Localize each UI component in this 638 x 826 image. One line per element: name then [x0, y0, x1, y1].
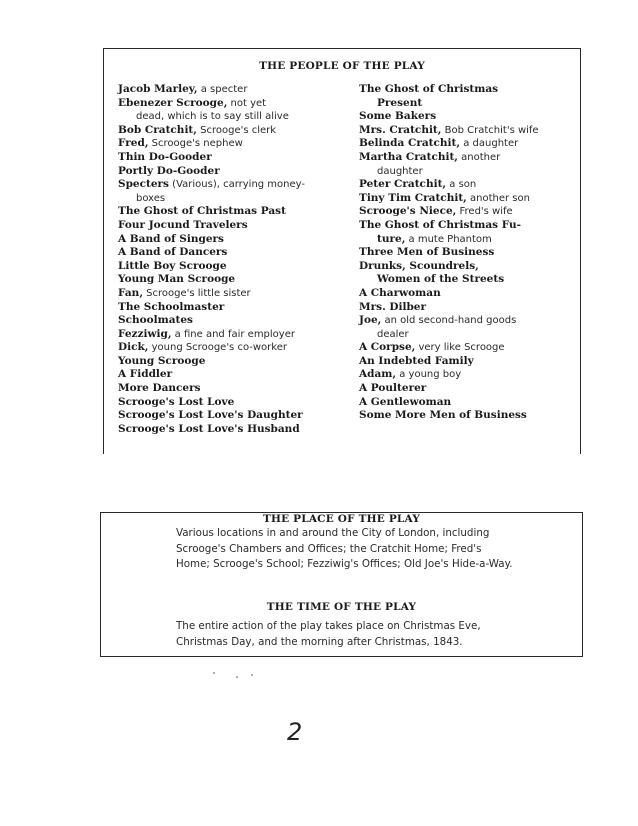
time-section-title: THE TIME OF THE PLAY	[266, 601, 417, 613]
cast-entry	[359, 165, 574, 179]
cast-entry	[359, 178, 574, 192]
cast-entry	[118, 97, 343, 111]
cast-entry-name: Mrs. Cratchit,	[359, 123, 442, 136]
cast-entry	[118, 151, 343, 165]
cast-entry-description: Fred's wife	[456, 206, 513, 218]
cast-entry-name: Schoolmates	[118, 314, 193, 327]
cast-entry-name: Young Man Scrooge	[118, 273, 236, 286]
cast-entry-description: young Scrooge's co-worker	[148, 342, 287, 354]
cast-entry-name: A Fiddler	[118, 368, 173, 381]
cast-entry-description: an old second-hand goods	[381, 315, 517, 327]
cast-entry	[359, 273, 574, 287]
place-and-time-box	[100, 512, 583, 657]
cast-entry-name: Scrooge's Lost Love's Daughter	[118, 409, 303, 422]
cast-entry	[359, 124, 574, 138]
cast-entry-description: Scrooge's little sister	[142, 287, 251, 299]
cast-entry-continuation: boxes	[136, 192, 166, 204]
cast-entry-continuation: Women of the Streets	[377, 273, 505, 286]
cast-entry	[359, 396, 574, 410]
scan-speck	[251, 674, 253, 676]
place-description: Various locations in and around the City of London, including Scrooge's Chambers and Offices; the Cratchit Home; Fred's Home; Scrooge's School; Fezziwig's Offices; Old Joe's Hide-a-Way.	[176, 527, 513, 570]
cast-entry	[359, 382, 574, 396]
cast-entry-description: a mute Phantom	[405, 233, 492, 245]
cast-entry-name: A Gentlewoman	[359, 395, 452, 408]
cast-entry	[118, 409, 343, 423]
cast-entry	[118, 355, 343, 369]
cast-entry	[118, 396, 343, 410]
cast-entry	[118, 423, 343, 437]
cast-entry	[359, 192, 574, 206]
cast-entry-description: very like Scrooge	[415, 342, 505, 354]
cast-entry-name: ture,	[377, 232, 406, 245]
cast-entry-name: Fezziwig,	[118, 327, 172, 340]
cast-entry	[359, 409, 574, 423]
cast-entry	[118, 205, 343, 219]
cast-entry	[359, 314, 574, 328]
cast-entry-name: Scrooge's Niece,	[359, 205, 457, 218]
cast-entry-name: The Ghost of Christmas Past	[118, 205, 286, 218]
cast-entry-name: An Indebted Family	[359, 354, 474, 367]
cast-entry	[359, 233, 574, 247]
cast-entry	[359, 110, 574, 124]
cast-entry-name: Thin Do-Gooder	[118, 150, 212, 163]
cast-entry	[359, 205, 574, 219]
cast-entry	[359, 97, 574, 111]
cast-entry	[359, 355, 574, 369]
cast-entry-name: A Band of Dancers	[118, 246, 228, 259]
cast-entry	[118, 328, 343, 342]
cast-entry-name: Portly Do-Gooder	[118, 164, 220, 177]
cast-entry-name: Jacob Marley,	[118, 83, 198, 95]
cast-entry-name: The Ghost of Christmas	[359, 83, 499, 95]
cast-entry-continuation: Present	[377, 96, 423, 109]
cast-entry-description: a specter	[197, 84, 248, 95]
cast-entry-continuation: dead, which is to say still alive	[136, 111, 289, 123]
cast-entry	[359, 83, 574, 97]
cast-entry	[118, 233, 343, 247]
cast-entry-name: Adam,	[359, 368, 397, 381]
cast-entry-name: A Poulterer	[359, 382, 427, 395]
cast-entry-name: Mrs. Dilber	[359, 300, 427, 313]
cast-entry	[118, 178, 343, 192]
cast-entry	[359, 301, 574, 315]
cast-entry-name: A Band of Singers	[118, 232, 224, 245]
cast-entry	[118, 287, 343, 301]
cast-entry	[359, 219, 574, 233]
cast-entry-name: Fred,	[118, 137, 149, 150]
cast-entry-name: Young Scrooge	[118, 354, 206, 367]
people-of-the-play-box	[103, 48, 581, 454]
cast-entry	[359, 341, 574, 355]
time-description: The entire action of the play takes place on Christmas Eve, Christmas Day, and the morning after Christmas, 1843.	[176, 620, 481, 648]
cast-entry-name: Peter Cratchit,	[359, 178, 447, 191]
place-section-title: THE PLACE OF THE PLAY	[262, 513, 421, 525]
cast-entry-name: Fan,	[118, 286, 143, 299]
cast-entry	[359, 328, 574, 342]
cast-entry	[118, 137, 343, 151]
cast-entry-name: Dick,	[118, 341, 149, 354]
cast-entry	[359, 137, 574, 151]
cast-entry-description: a fine and fair employer	[171, 328, 295, 340]
cast-list-right-column	[359, 83, 574, 423]
cast-entry	[118, 368, 343, 382]
cast-entry-description: another	[457, 151, 501, 163]
people-section-title: THE PEOPLE OF THE PLAY	[259, 60, 425, 72]
cast-entry	[118, 260, 343, 274]
cast-entry-description: a young boy	[396, 369, 462, 381]
cast-entry	[359, 260, 574, 274]
cast-entry-description: Bob Cratchit's wife	[441, 124, 539, 136]
cast-entry-name: The Ghost of Christmas Fu-	[359, 218, 521, 231]
cast-entry-description: not yet	[227, 97, 267, 109]
cast-entry-name: Joe,	[359, 314, 382, 327]
cast-entry	[359, 287, 574, 301]
cast-list-left-column	[118, 83, 343, 436]
cast-entry-name: A Corpse,	[359, 341, 416, 354]
cast-entry	[118, 192, 343, 206]
cast-entry-description: another son	[466, 192, 530, 204]
cast-entry-description: Scrooge's clerk	[196, 124, 277, 136]
cast-entry	[118, 314, 343, 328]
cast-entry-name: Drunks, Scoundrels,	[359, 259, 479, 272]
cast-entry-name: Four Jocund Travelers	[118, 218, 248, 231]
cast-entry-name: Bob Cratchit,	[118, 123, 197, 136]
cast-entry-continuation: daughter	[377, 165, 423, 177]
cast-entry	[118, 219, 343, 233]
cast-entry	[118, 273, 343, 287]
cast-entry-description: a daughter	[460, 138, 519, 150]
cast-entry-description: (Various), carrying money-	[168, 179, 306, 191]
cast-entry-name: Ebenezer Scrooge,	[118, 96, 228, 109]
cast-entry	[359, 368, 574, 382]
cast-entry-continuation: dealer	[377, 328, 409, 340]
cast-entry-description: a son	[446, 179, 477, 191]
cast-entry	[118, 110, 343, 124]
cast-entry-name: Scrooge's Lost Love	[118, 395, 235, 408]
cast-entry	[118, 83, 343, 97]
cast-entry-name: Some Bakers	[359, 110, 437, 123]
cast-entry-name: Tiny Tim Cratchit,	[359, 191, 467, 204]
page-number: 2	[287, 718, 303, 746]
cast-entry	[118, 165, 343, 179]
cast-entry-name: Three Men of Business	[359, 246, 495, 259]
cast-entry-name: A Charwoman	[359, 286, 441, 299]
cast-entry-name: More Dancers	[118, 382, 201, 395]
scan-speck	[236, 676, 238, 678]
cast-entry	[359, 246, 574, 260]
cast-entry	[118, 341, 343, 355]
cast-entry	[118, 124, 343, 138]
cast-entry-name: The Schoolmaster	[118, 300, 225, 313]
cast-entry-name: Little Boy Scrooge	[118, 259, 227, 272]
scan-speck	[213, 672, 215, 674]
cast-entry-name: Scrooge's Lost Love's Husband	[118, 422, 300, 435]
cast-entry-name: Specters	[118, 178, 169, 191]
cast-entry-description: Scrooge's nephew	[148, 138, 243, 150]
cast-entry-name: Belinda Cratchit,	[359, 137, 461, 150]
cast-entry-name: Martha Cratchit,	[359, 150, 458, 163]
cast-entry	[118, 301, 343, 315]
cast-entry	[118, 246, 343, 260]
cast-entry	[359, 151, 574, 165]
cast-entry	[118, 382, 343, 396]
cast-entry-name: Some More Men of Business	[359, 409, 527, 422]
